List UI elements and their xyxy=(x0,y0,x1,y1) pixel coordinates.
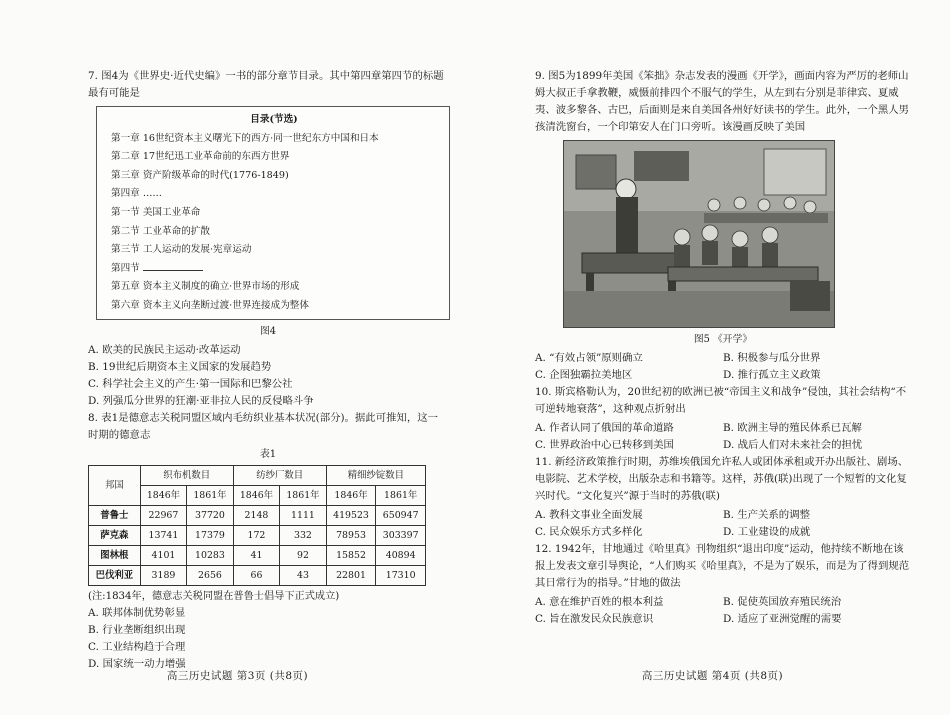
table-cell: 22801 xyxy=(326,565,376,585)
cartoon-illustration xyxy=(564,141,834,327)
table-cell: 2656 xyxy=(187,565,234,585)
table-cell: 78953 xyxy=(326,525,376,545)
school-begins-cartoon xyxy=(563,140,835,328)
q7-option-b: B. 19世纪后期资本主义国家的发展趋势 xyxy=(88,360,272,373)
table-cell: 40894 xyxy=(376,545,426,565)
year-header: 1846年 xyxy=(326,485,376,505)
state-name: 萨克森 xyxy=(89,525,141,545)
q8-option-c: C. 工业结构趋于合理 xyxy=(88,640,186,653)
table-cell: 303397 xyxy=(376,525,426,545)
toc-line: 第一章 16世纪资本主义曙光下的西方·同一世纪东方中国和日本 xyxy=(111,132,379,144)
table-cell: 66 xyxy=(233,565,280,585)
q11-option-a: A. 教科文事业全面发展 xyxy=(535,509,643,521)
right-content xyxy=(535,68,911,628)
q9-option-c: C. 企图独霸拉美地区 xyxy=(535,369,633,381)
table-1-caption: 表1 xyxy=(259,448,277,460)
q10-stem: 10. 斯宾格勒认为，20世纪初的欧洲已被“帝国主义和战争”侵蚀，其社会结构“不可逆转地衰落”，这种观点折射出 xyxy=(535,386,907,415)
table-cell: 15852 xyxy=(326,545,376,565)
year-header: 1861年 xyxy=(187,485,234,505)
state-name: 普鲁士 xyxy=(89,505,141,525)
q7-options xyxy=(88,342,448,410)
table-cell: 22967 xyxy=(140,505,187,525)
table-row xyxy=(89,505,426,525)
q10-options xyxy=(535,420,911,454)
q10-option-a: A. 作者认同了俄国的革命道路 xyxy=(535,422,674,434)
answer-blank xyxy=(143,260,203,271)
figure-4-caption: 图4 xyxy=(259,325,277,337)
q10-option-c: C. 世界政治中心已转移到美国 xyxy=(535,439,674,451)
header-mills: 纺纱厂数目 xyxy=(233,465,326,485)
table-note: (注:1834年，德意志关税同盟在普鲁士倡导下正式成立) xyxy=(88,590,340,602)
q12-stem: 12. 1942年，甘地通过《哈里真》刊物组织“退出印度”运动，他持续不断地在该报上发表文章引导舆论，“人们购买《哈里真》，不是为了娱乐，而是为了得到规范其日常行为的指导。”甘地的做法 xyxy=(535,543,910,589)
header-looms: 织布机数目 xyxy=(140,465,233,485)
table-cell: 17310 xyxy=(376,565,426,585)
header-state: 邦国 xyxy=(89,465,141,505)
state-name: 巴伐利亚 xyxy=(89,565,141,585)
toc-line: 第五章 资本主义制度的确立·世界市场的形成 xyxy=(111,281,300,293)
toc-line: 第一节 美国工业革命 xyxy=(111,206,201,218)
q11-option-b: B. 生产关系的调整 xyxy=(723,509,810,521)
table-cell: 92 xyxy=(280,545,327,565)
toc-line: 第三章 资产阶级革命的时代(1776-1849) xyxy=(111,169,289,181)
q11-option-d: D. 工业建设的成就 xyxy=(723,526,811,538)
q11-option-c: C. 民众娱乐方式多样化 xyxy=(535,526,643,538)
table-cell: 43 xyxy=(280,565,327,585)
q8-option-b: B. 行业垄断组织出现 xyxy=(88,623,186,636)
q10-option-d: D. 战后人们对未来社会的担忧 xyxy=(723,439,863,451)
q12-option-c: C. 旨在激发民众民族意识 xyxy=(535,613,654,625)
q8-options xyxy=(88,605,448,673)
table-cell: 4101 xyxy=(140,545,187,565)
toc-line: 第三节 工人运动的发展·宪章运动 xyxy=(111,244,252,256)
toc-line: 第二节 工业革命的扩散 xyxy=(111,225,210,237)
wool-industry-table xyxy=(88,465,426,586)
table-cell: 2148 xyxy=(233,505,280,525)
table-cell: 37720 xyxy=(187,505,234,525)
toc-line: 第四章 …… xyxy=(111,188,163,200)
table-row xyxy=(89,545,426,565)
q9-stem: 9. 图5为1899年美国《笨拙》杂志发表的漫画《开学》，画面内容为严厉的老师山姆大叔正手拿教鞭，威慑前排四个不服气的学生，从左到右分别是菲律宾、夏威夷、波多黎各、古巴，后面则是来自美国各州好好读书的学生。此外，一个黑人男孩清洗窗台，一个印第安人在门口旁听。该漫画反映了美国 xyxy=(535,70,910,133)
toc-line: 第六章 资本主义向垄断过渡·世界连接成为整体 xyxy=(111,299,309,311)
table-cell: 1111 xyxy=(280,505,327,525)
q12-option-a: A. 意在维护百姓的根本利益 xyxy=(535,596,664,608)
table-cell: 17379 xyxy=(187,525,234,545)
toc-line: 第二章 17世纪迅工业革命前的东西方世界 xyxy=(111,151,290,163)
toc-line-blank: 第四节 xyxy=(111,260,437,279)
q9-option-b: B. 积极参与瓜分世界 xyxy=(723,352,821,364)
q9-option-d: D. 推行孤立主义政策 xyxy=(723,369,821,381)
table-cell: 332 xyxy=(280,525,327,545)
q12-option-d: D. 适应了亚洲觉醒的需要 xyxy=(723,613,842,625)
page-3-footer: 高三历史试题 第3页 (共8页) xyxy=(166,670,309,682)
year-header: 1846年 xyxy=(140,485,187,505)
toc-figure xyxy=(96,106,450,320)
q12-options xyxy=(535,594,911,628)
q7-option-a: A. 欧美的民族民主运动·改革运动 xyxy=(88,343,241,356)
q8-option-a: A. 联邦体制优势彰显 xyxy=(88,606,186,619)
q8-option-d: D. 国家统一动力增强 xyxy=(88,657,186,670)
q7-stem: 7. 图4为《世界史·近代史编》一书的部分章节目录。其中第四章第四节的标题最有可能是 xyxy=(88,70,444,99)
year-header: 1846年 xyxy=(233,485,280,505)
q11-stem: 11. 新经济政策推行时期，苏维埃俄国允许私人或团体承租或开办出版社、剧场、电影院、艺术学校，出版杂志和书籍等。这样，苏俄(联)出现了一个短暂的文化复兴时代。“文化复兴”源于当时的苏俄(联) xyxy=(535,456,909,502)
header-spindles: 精细纱锭数目 xyxy=(326,465,425,485)
q10-option-b: B. 欧洲主导的殖民体系已瓦解 xyxy=(723,422,862,434)
table-cell: 3189 xyxy=(140,565,187,585)
table-cell: 13741 xyxy=(140,525,187,545)
table-row xyxy=(89,525,426,545)
table-cell: 419523 xyxy=(326,505,376,525)
q12-option-b: B. 促使英国放弃殖民统治 xyxy=(723,596,842,608)
table-cell: 650947 xyxy=(376,505,426,525)
q7-option-d: D. 列强瓜分世界的狂潮·亚非拉人民的反侵略斗争 xyxy=(88,394,314,407)
table-cell: 10283 xyxy=(187,545,234,565)
toc-title: 目录(节选) xyxy=(250,114,298,125)
table-row xyxy=(89,565,426,585)
table-cell: 172 xyxy=(233,525,280,545)
left-content xyxy=(88,68,448,673)
q8-stem: 8. 表1是德意志关税同盟区域内毛纺织业基本状况(部分)。据此可推知，这一时期的德意志 xyxy=(88,411,439,441)
state-name: 图林根 xyxy=(89,545,141,565)
year-header: 1861年 xyxy=(280,485,327,505)
q9-option-a: A. “有效占领”原则确立 xyxy=(535,352,643,364)
year-header: 1861年 xyxy=(376,485,426,505)
q11-options xyxy=(535,507,911,541)
page-4-footer: 高三历史试题 第4页 (共8页) xyxy=(641,670,784,682)
figure-5-caption: 图5 《开学》 xyxy=(693,334,753,345)
table-cell: 41 xyxy=(233,545,280,565)
q7-option-c: C. 科学社会主义的产生·第一国际和巴黎公社 xyxy=(88,377,293,390)
q9-options xyxy=(535,350,911,384)
